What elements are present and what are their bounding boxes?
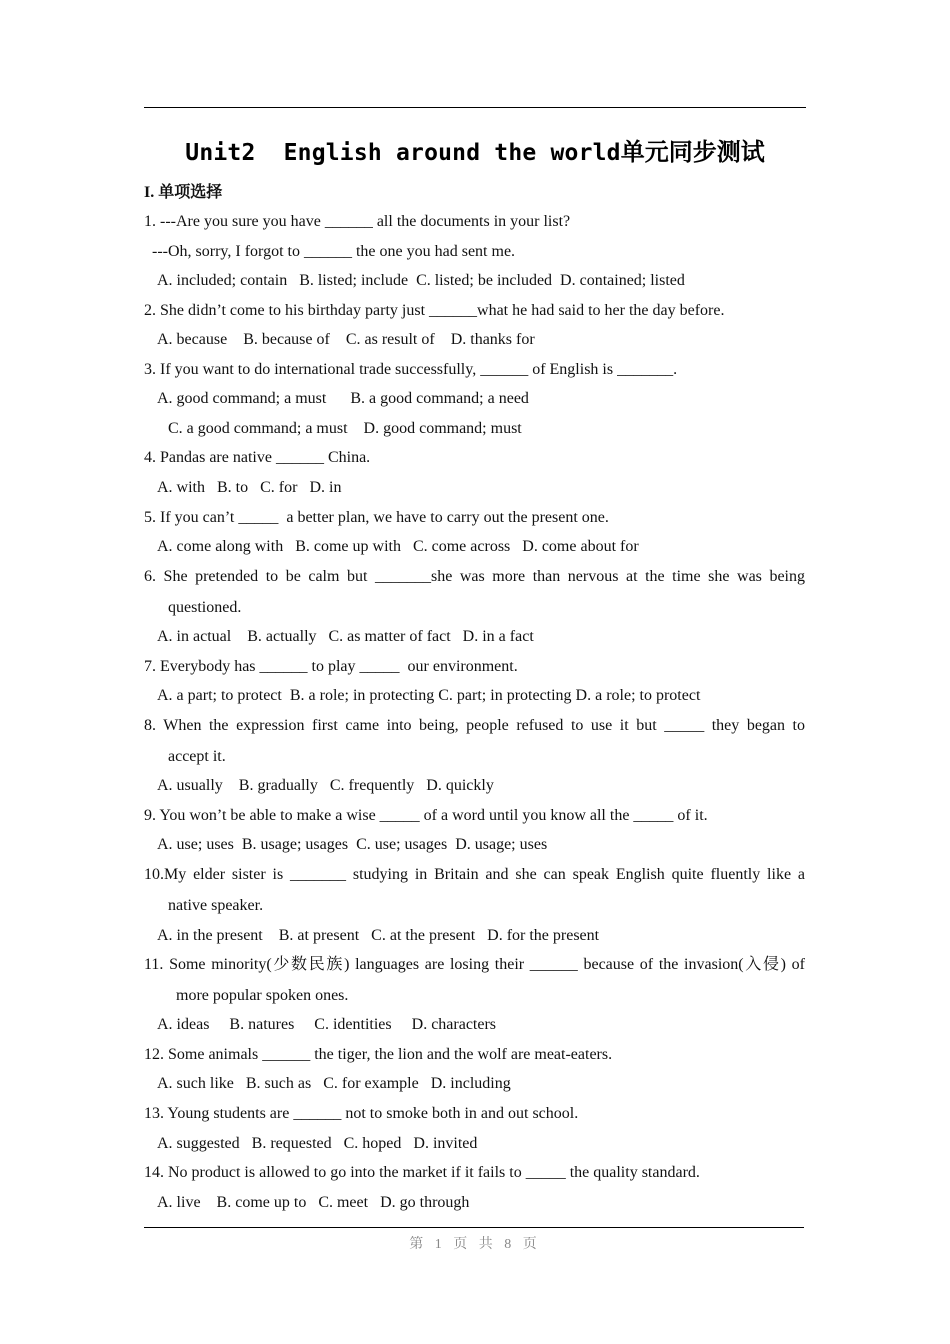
answer-options: A. such like B. such as C. for example D. including <box>157 1075 511 1092</box>
question-line: 14. No product is allowed to go into the market if it fails to _____ the quality standard. <box>144 1164 700 1181</box>
question-line: 6. She pretended to be calm but _______she was more than nervous at the time she was being <box>144 568 805 585</box>
answer-options: A. good command; a must B. a good command; a need <box>157 390 529 407</box>
answer-options: A. ideas B. natures C. identities D. characters <box>157 1016 497 1033</box>
section-heading: I. 单项选择 <box>144 184 223 201</box>
title-chinese: 单元同步测试 <box>620 138 765 166</box>
question-line: 12. Some animals ______ the tiger, the lion and the wolf are meat-eaters. <box>144 1046 613 1063</box>
question-line: 9. You won’t be able to make a wise _____ of a word until you know all the _____ of it. <box>144 807 708 824</box>
page-title <box>0 132 950 167</box>
answer-options: A. come along with B. come up with C. come across D. come about for <box>157 538 639 555</box>
header-rule <box>144 107 806 108</box>
question-line: ---Oh, sorry, I forgot to ______ the one you had sent me. <box>152 243 516 260</box>
answer-options: A. included; contain B. listed; include C. listed; be included D. contained; listed <box>157 272 685 289</box>
question-line: 3. If you want to do international trade successfully, ______ of English is _______. <box>144 361 678 378</box>
answer-options: A. with B. to C. for D. in <box>157 479 342 496</box>
question-line: native speaker. <box>168 897 264 914</box>
footer-rule <box>144 1227 804 1228</box>
question-line: questioned. <box>168 599 242 616</box>
question-line: 10.My elder sister is _______ studying in Britain and she can speak English quite fluently like a <box>144 866 805 883</box>
question-line: 13. Young students are ______ not to smoke both in and out school. <box>144 1105 579 1122</box>
question-line: 11. Some minority(少数民族) languages are losing their ______ because of the invasion(入侵) of <box>144 956 805 973</box>
question-line: 4. Pandas are native ______ China. <box>144 449 371 466</box>
question-line: 1. ---Are you sure you have ______ all the documents in your list? <box>144 213 571 230</box>
answer-options: A. in the present B. at present C. at the present D. for the present <box>157 927 600 944</box>
question-line: 2. She didn’t come to his birthday party just ______what he had said to her the day before. <box>144 302 725 319</box>
question-line: 7. Everybody has ______ to play _____ our environment. <box>144 658 518 675</box>
question-line: 5. If you can’t _____ a better plan, we have to carry out the present one. <box>144 509 609 526</box>
title-english: Unit2 English around the world <box>185 140 621 166</box>
question-line: more popular spoken ones. <box>176 987 349 1004</box>
answer-options: A. a part; to protect B. a role; in protecting C. part; in protecting D. a role; to protect <box>157 687 701 704</box>
answer-options: A. live B. come up to C. meet D. go through <box>157 1194 470 1211</box>
answer-options: A. suggested B. requested C. hoped D. invited <box>157 1135 478 1152</box>
answer-options: C. a good command; a must D. good command; must <box>168 420 522 437</box>
answer-options: A. because B. because of C. as result of D. thanks for <box>157 331 535 348</box>
question-line: 8. When the expression first came into being, people refused to use it but _____ they began to <box>144 717 805 734</box>
answer-options: A. usually B. gradually C. frequently D. quickly <box>157 777 494 794</box>
page-number: 第 1 页 共 8 页 <box>409 1237 541 1252</box>
answer-options: A. use; uses B. usage; usages C. use; usages D. usage; uses <box>157 836 548 853</box>
answer-options: A. in actual B. actually C. as matter of fact D. in a fact <box>157 628 534 645</box>
question-line: accept it. <box>168 748 226 765</box>
